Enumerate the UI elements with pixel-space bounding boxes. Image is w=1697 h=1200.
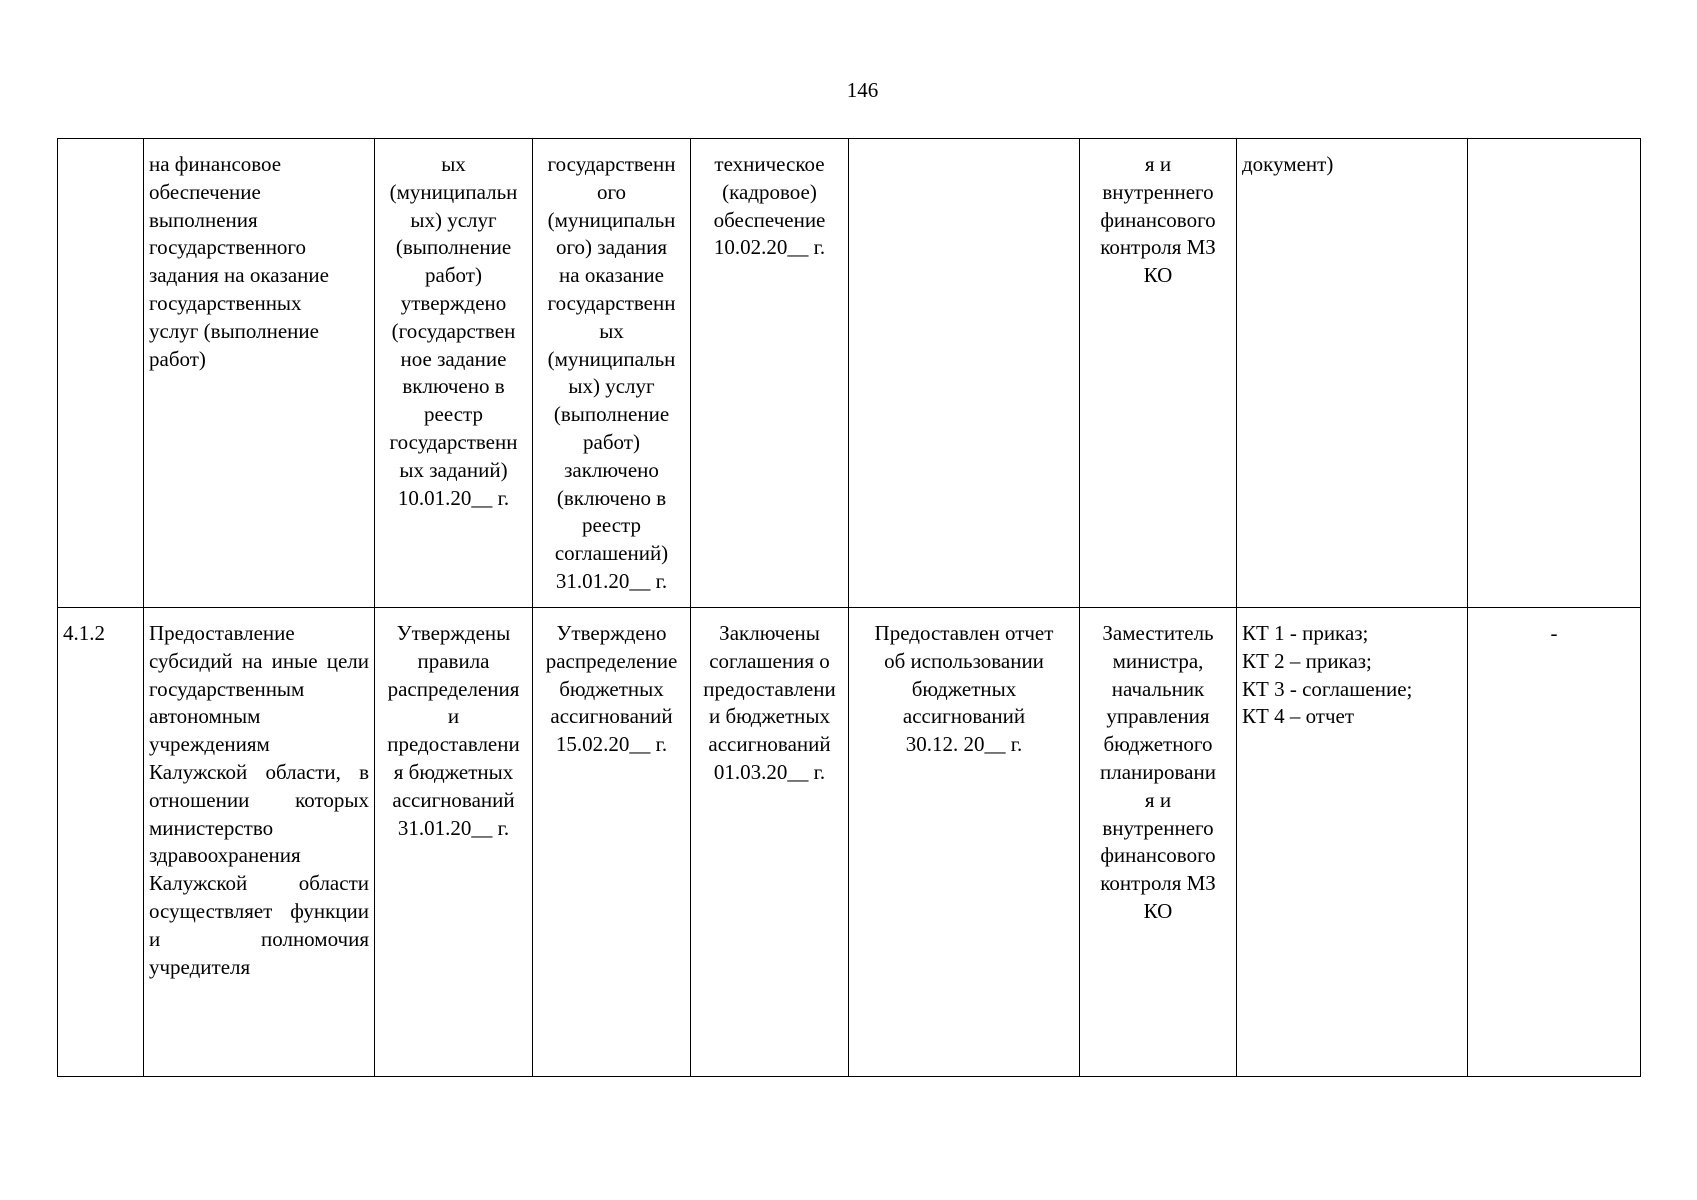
cell-number: 4.1.2	[58, 608, 144, 1077]
cell-control-point-3: Заключены соглашения о предоставлени и бюджетных ассигнований 01.03.20__ г.	[691, 608, 849, 1077]
cell-document: документ)	[1237, 139, 1468, 608]
table-row	[58, 608, 1641, 1077]
cell-control-point-4: Предоставлен отчет об использовании бюджетных ассигнований 30.12. 20__ г.	[849, 608, 1080, 1077]
cell-control-point-2: государственн ого (муниципальн ого) задания на оказание государственн ых (муниципальн ых) услуг (выполнение работ) заключено (включено в реестр соглашений) 31.01.20__ г.	[533, 139, 691, 608]
cell-control-point-1: ых (муниципальн ых) услуг (выполнение работ) утверждено (государствен ное задание включено в реестр государственн ых заданий) 10.01.20__ г.	[375, 139, 533, 608]
cell-note: -	[1468, 608, 1641, 1077]
cell-event: Предоставление субсидий на иные цели государственным автономным учреждениям Калужской области, в отношении которых министерство здравоохранения Калужской области осуществляет функции и полномочия учредителя	[144, 608, 375, 1077]
table-row	[58, 139, 1641, 608]
cell-responsible: я и внутреннего финансового контроля МЗ КО	[1080, 139, 1237, 608]
cell-document: КТ 1 - приказ; КТ 2 – приказ; КТ 3 - соглашение; КТ 4 – отчет	[1237, 608, 1468, 1077]
cell-note	[1468, 139, 1641, 608]
plan-table	[57, 138, 1641, 1077]
cell-control-point-1: Утверждены правила распределения и предоставлени я бюджетных ассигнований 31.01.20__ г.	[375, 608, 533, 1077]
cell-control-point-3: техническое (кадровое) обеспечение 10.02.20__ г.	[691, 139, 849, 608]
cell-event: на финансовое обеспечение выполнения государственного задания на оказание государственных услуг (выполнение работ)	[144, 139, 375, 608]
page-number: 146	[846, 78, 879, 102]
cell-number	[58, 139, 144, 608]
cell-responsible: Заместитель министра, начальник управления бюджетного планировани я и внутреннего финансового контроля МЗ КО	[1080, 608, 1237, 1077]
cell-control-point-4	[849, 139, 1080, 608]
cell-control-point-2: Утверждено распределение бюджетных ассигнований 15.02.20__ г.	[533, 608, 691, 1077]
